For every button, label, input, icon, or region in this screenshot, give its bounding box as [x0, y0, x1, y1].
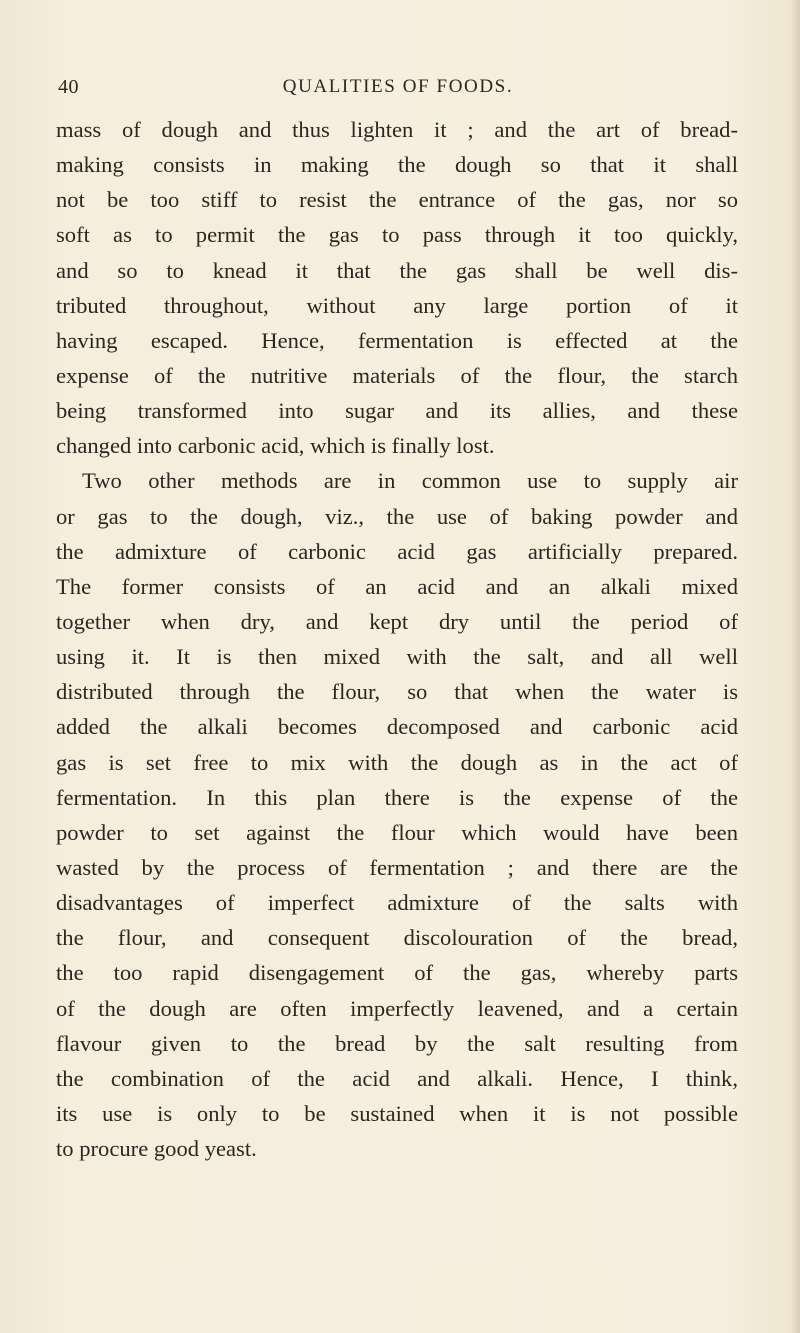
text-line: The former consists of an acid and an alkali mixed	[56, 573, 738, 599]
text-line: distributed through the flour, so that when the water is	[56, 679, 738, 705]
page-edge-shadow	[790, 0, 800, 1333]
text-line: or gas to the dough, viz., the use of baking powder and	[56, 503, 738, 529]
text-line: using it. It is then mixed with the salt, and all well	[56, 644, 738, 670]
text-line: its use is only to be sustained when it is not possible	[56, 1100, 738, 1126]
page-header	[58, 76, 738, 108]
text-line: together when dry, and kept dry until the period of	[56, 608, 738, 634]
text-line: the flour, and consequent discolouration of the bread,	[56, 925, 738, 951]
text-line: disadvantages of imperfect admixture of the salts with	[56, 890, 738, 916]
text-line: and so to knead it that the gas shall be well dis-	[56, 257, 738, 283]
text-line: being transformed into sugar and its allies, and these	[56, 398, 738, 424]
text-line: wasted by the process of fermentation ; and there are the	[56, 854, 738, 880]
text-line: mass of dough and thus lighten it ; and the art of bread-	[56, 117, 738, 142]
running-title: QUALITIES OF FOODS.	[282, 76, 514, 97]
text-line: fermentation. In this plan there is the expense of the	[56, 784, 738, 810]
text-line: added the alkali becomes decomposed and carbonic acid	[56, 714, 738, 740]
text-line: expense of the nutritive materials of the flour, the starch	[56, 362, 738, 388]
body-text	[56, 112, 738, 1166]
text-line: flavour given to the bread by the salt resulting from	[56, 1030, 738, 1056]
text-line: powder to set against the flour which would have been	[56, 819, 738, 845]
text-line: of the dough are often imperfectly leavened, and a certain	[56, 995, 738, 1021]
text-line: changed into carbonic acid, which is finally lost.	[56, 433, 495, 459]
text-line: Two other methods are in common use to supply air	[82, 468, 738, 494]
text-line: the admixture of carbonic acid gas artificially prepared.	[56, 538, 738, 564]
text-line: making consists in making the dough so that it shall	[56, 152, 738, 178]
text-line: gas is set free to mix with the dough as in the act of	[56, 749, 738, 775]
text-line: the combination of the acid and alkali. Hence, I think,	[56, 1065, 738, 1091]
text-line: not be too stiff to resist the entrance of the gas, nor so	[56, 187, 738, 213]
text-line: having escaped. Hence, fermentation is effected at the	[56, 327, 738, 353]
page-number: 40	[58, 76, 79, 98]
text-line: tributed throughout, without any large portion of it	[56, 292, 738, 318]
text-line: soft as to permit the gas to pass through it too quickly,	[56, 222, 738, 248]
text-line: the too rapid disengagement of the gas, whereby parts	[56, 960, 738, 986]
text-line: to procure good yeast.	[56, 1136, 257, 1162]
